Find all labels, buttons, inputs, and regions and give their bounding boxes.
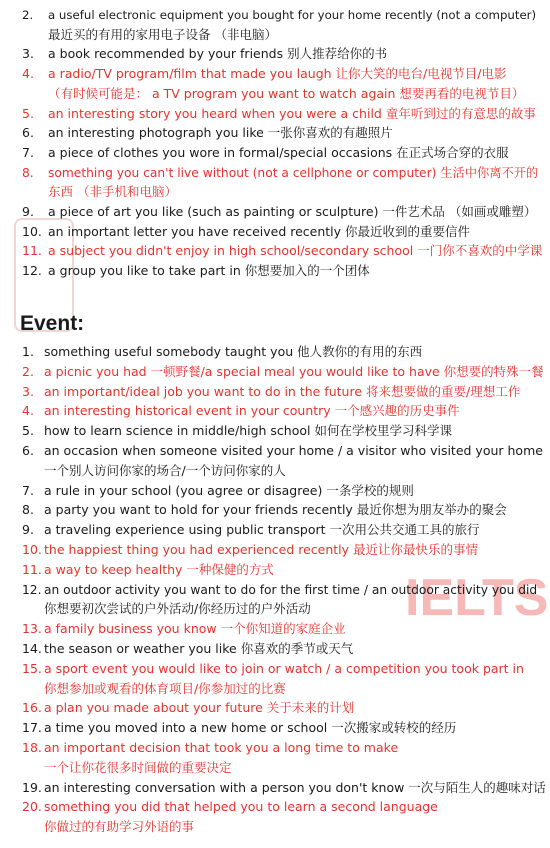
list-item [22,561,274,579]
item-text: the season or weather you like 你喜欢的季节或天气 [44,641,354,656]
item-text: a useful electronic equipment you bought for your home recently (not a computer) [48,8,537,22]
item-text: an occasion when someone visited your home / a visitor who visited your home [44,443,543,458]
list-item [22,124,393,142]
list-item [22,164,538,182]
item-text: a sport event you would like to join or watch / a competition you took part in [44,660,524,676]
item-number: 6. [22,443,34,458]
item-number: 6. [22,125,34,141]
list-item [44,462,286,480]
item-text: a rule in your school (you agree or disagree) 一条学校的规则 [44,482,414,498]
list-item [22,262,370,280]
list-item [22,501,507,519]
list-item [22,442,543,460]
list-item [22,620,346,638]
item-number: 2. [22,8,34,22]
item-text: a party you want to hold for your friends recently 最近你想为朋友举办的聚会 [44,502,507,518]
item-text: an important letter you have received recently 你最近收到的重要信件 [48,223,471,239]
item-number: 16. [22,700,42,716]
item-text: an important decision that took you a long time to make [44,740,399,755]
item-text: a traveling experience using public transport 一次用公共交通工具的旅行 [44,522,480,538]
list-item [22,203,536,221]
list-item [48,183,177,201]
list-item [22,581,537,599]
item-number: 10. [22,542,42,557]
item-number: 5. [22,423,34,439]
list-item [22,422,452,440]
item-text: a family business you know 一个你知道的家庭企业 [44,621,346,637]
item-text: an interesting story you heard when you were a child 童年听到过的有意思的故事 [48,105,536,121]
item-text: something useful somebody taught you 他人教你的有用的东西 [44,344,423,359]
item-text: an outdoor activity you want to do for the first time / an outdoor activity you did [44,582,538,597]
item-number: 18. [22,740,42,755]
list-item [22,105,536,123]
list-item [44,600,311,618]
item-text: an important/ideal job you want to do in the future 将来想要做的重要/理想工作 [44,383,521,399]
list-item [22,521,480,539]
item-number: 8. [22,165,34,180]
item-text: the happiest thing you had experienced recently 最近让你最快乐的事情 [44,542,479,557]
list-item [22,45,387,63]
item-text: an interesting historical event in your country 一个感兴趣的历史事件 [44,403,460,419]
item-number: 12. [22,263,42,279]
item-text: 一个别人访问你家的场合/一个访问你家的人 [44,462,286,478]
item-text: a subject you didn't enjoy in high school/secondary school 一门你不喜欢的中学课 [48,243,543,259]
item-text: 东西 （非手机和电脑） [48,184,177,200]
list-item [22,6,536,24]
item-text: something you can't live without (not a cellphone or computer) 生活中你离不开的 [48,165,539,180]
item-text: 一个让你花很多时间做的重要决定 [44,759,232,775]
item-text: a picnic you had 一顿野餐/a special meal you would like to have 你想要的特殊一餐 [44,363,544,379]
item-number: 11. [22,243,42,259]
item-number: 19. [22,779,42,795]
list-item [22,343,422,361]
item-text: a time you moved into a new home or school 一次搬家或转校的经历 [44,720,457,736]
list-item [44,680,286,698]
list-item [22,719,456,737]
item-number: 3. [22,383,34,399]
item-text: a plan you made about your future 关于未来的计划 [44,700,355,716]
item-number: 8. [22,502,34,518]
list-item [44,759,232,777]
list-item [22,699,354,717]
item-number: 7. [22,482,34,498]
list-item [22,660,524,678]
item-text: a way to keep healthy 一种保健的方式 [44,561,274,577]
ielts-watermark: IELTS [405,569,549,627]
list-item [48,26,277,44]
list-item [22,402,460,420]
item-text: how to learn science in middle/high school 如何在学校里学习科学课 [44,423,452,439]
list-item [22,739,398,757]
item-number: 7. [22,144,34,160]
item-text: a book recommended by your friends 别人推荐给你的书 [48,46,388,62]
item-number: 11. [22,561,42,577]
item-text: a group you like to take part in 你想要加入的一个团体 [48,263,370,279]
item-number: 2. [22,363,34,379]
list-item [22,482,414,500]
item-number: 20. [22,799,42,815]
list-item [22,541,478,559]
list-item [22,383,520,401]
item-number: 15. [22,660,42,676]
item-text: 你想参加或观看的体育项目/你参加过的比赛 [44,680,286,696]
item-number: 10. [22,223,42,239]
item-number: 13. [22,621,42,637]
list-item [22,363,544,381]
list-item [22,242,542,260]
item-number: 1. [22,344,34,359]
list-item [22,223,470,241]
item-text: 最近买的有用的家用电子设备 （非电脑） [48,26,277,42]
item-number: 4. [22,403,34,419]
item-text: 你想要初次尝试的户外活动/你经历过的户外活动 [44,601,311,617]
item-text: 你做过的有助学习外语的事 [44,819,195,835]
list-item [22,779,546,797]
list-item [22,144,509,162]
item-number: 12. [22,582,42,597]
list-item [22,640,353,658]
list-item [48,85,524,103]
item-text: a piece of art you like (such as painting or sculpture) 一件艺术品 （如画或雕塑） [48,204,537,219]
event-heading: Event: [20,312,85,335]
item-text: （有时候可能是： a TV program you want to watch again 想要再看的电视节目） [48,85,525,101]
list-item [22,65,506,83]
item-text: something you did that helped you to learn a second language [44,799,438,815]
item-number: 9. [22,204,34,219]
item-text: an interesting photograph you like 一张你喜欢的有趣照片 [48,125,393,141]
item-number: 5. [22,105,34,121]
item-number: 9. [22,522,34,538]
item-number: 14. [22,641,42,656]
item-number: 3. [22,46,34,62]
list-item [22,798,438,816]
item-text: an interesting conversation with a person you don't know 一次与陌生人的趣味对话 [44,779,546,795]
item-number: 4. [22,66,34,82]
list-item [44,818,194,836]
item-text: a piece of clothes you wore in formal/special occasions 在正式场合穿的衣服 [48,144,509,160]
item-text: a radio/TV program/film that made you laugh 让你大笑的电台/电视节目/电影 [48,66,507,82]
item-number: 17. [22,720,42,736]
